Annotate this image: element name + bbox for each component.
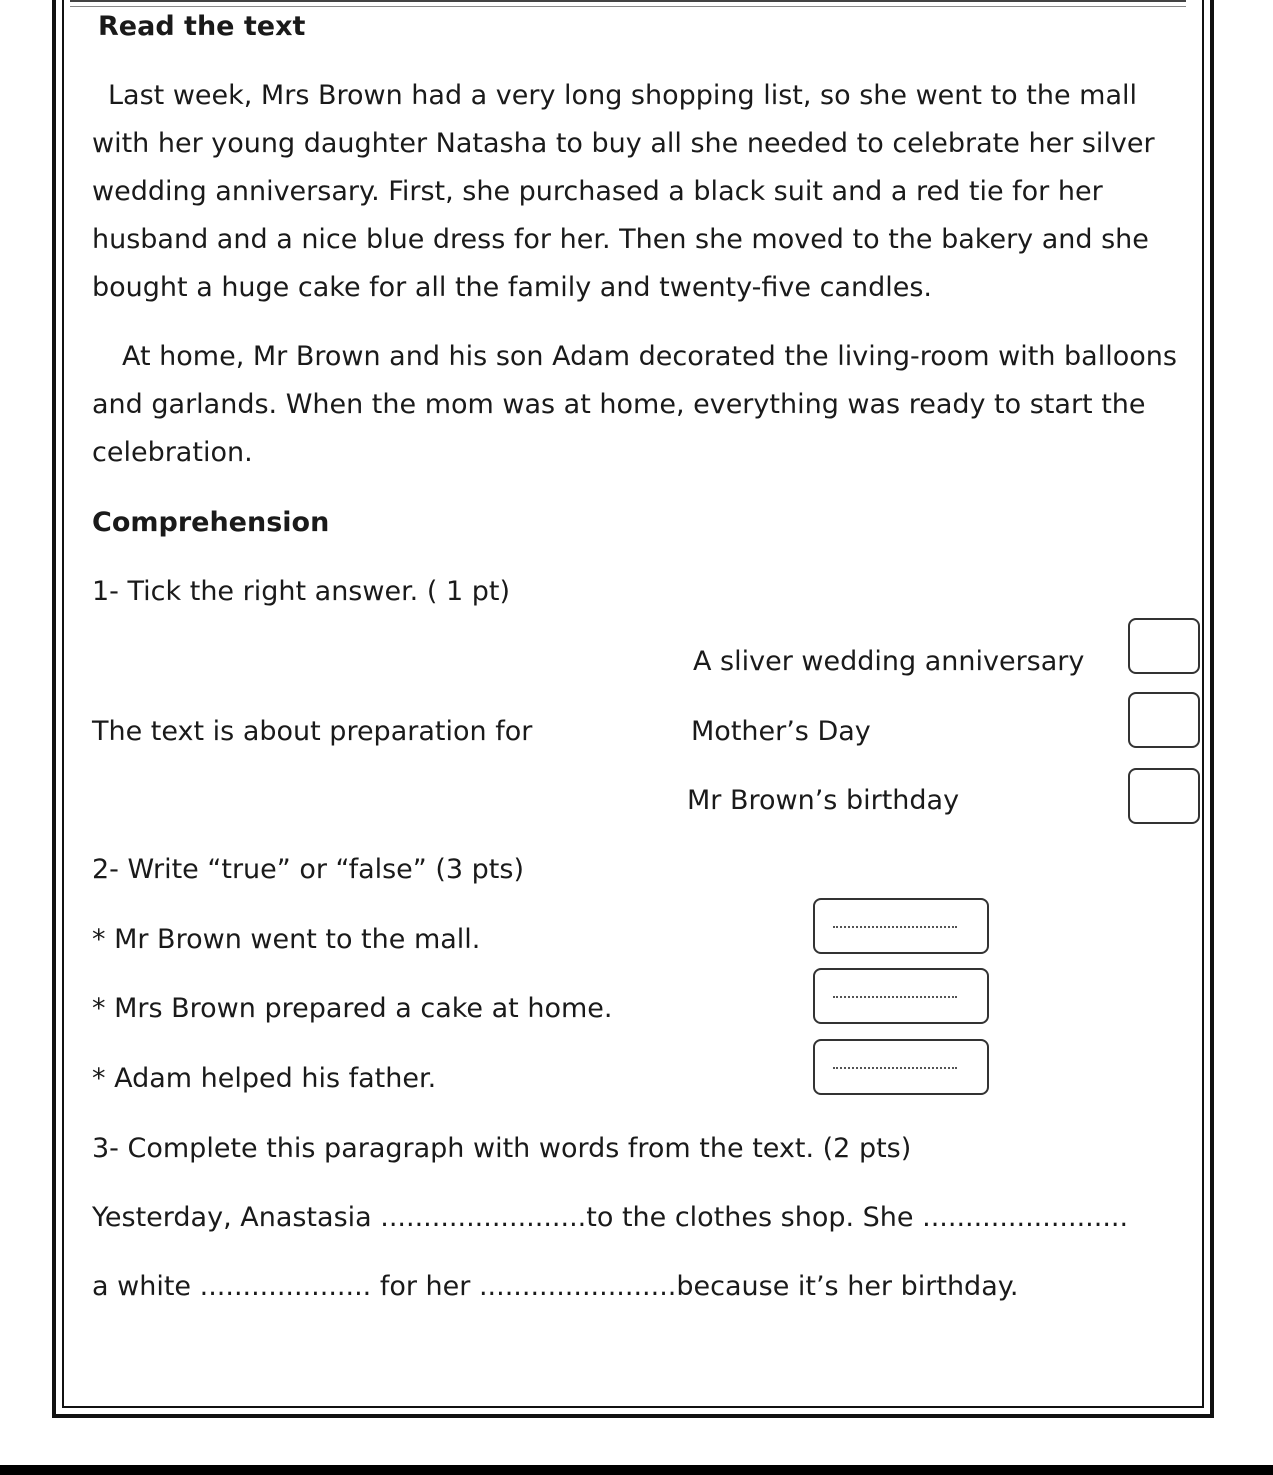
- q2-instruction: 2- Write “true” or “false” (3 pts): [92, 854, 524, 885]
- q3-line1-text-1: Yesterday, Anastasia: [92, 1202, 381, 1233]
- q3-blank-3[interactable]: ....................: [199, 1271, 372, 1302]
- q3-line2-text-3: because it’s her birthday.: [676, 1271, 1019, 1302]
- reading-paragraph-1: Last week, Mrs Brown had a very long shopping list, so she went to the mall with her young daughter Natasha to buy all she needed to celebrate her silver wedding anniversary. First, she purchased a black suit and a red tie for her husband and a nice blue dress for her. Then she moved to the bakery and she bought a huge cake for all the family and twenty-five candles.: [92, 80, 1155, 303]
- q1-option-3-checkbox[interactable]: [1128, 768, 1200, 824]
- q1-option-2-checkbox[interactable]: [1128, 692, 1200, 748]
- q2-answer-box-2[interactable]: [813, 968, 989, 1024]
- q3-blank-1[interactable]: ........................: [380, 1202, 587, 1233]
- q3-instruction: 3- Complete this paragraph with words from the text. (2 pts): [92, 1133, 912, 1164]
- q3-line-1: [92, 1202, 1128, 1234]
- q2-answer-box-1[interactable]: [813, 898, 989, 954]
- comprehension-heading: Comprehension: [92, 507, 330, 538]
- answer-dotted-line: [833, 926, 957, 928]
- answer-dotted-line: [833, 996, 957, 998]
- q2-statement-2: * Mrs Brown prepared a cake at home.: [92, 993, 613, 1024]
- answer-dotted-line: [833, 1067, 957, 1069]
- q3-line2-text-2: for her: [371, 1271, 479, 1302]
- q1-option-2: Mother’s Day: [691, 716, 871, 747]
- q1-option-1: A sliver wedding anniversary: [693, 646, 1085, 677]
- q1-stem: The text is about preparation for: [92, 716, 533, 747]
- reading-heading: Read the text: [98, 11, 306, 42]
- q3-blank-2[interactable]: ........................: [922, 1202, 1129, 1233]
- q2-statement-3: * Adam helped his father.: [92, 1063, 437, 1094]
- q3-line-2: [92, 1271, 1018, 1303]
- q3-line2-text-1: a white: [92, 1271, 200, 1302]
- bottom-black-bar: [0, 1465, 1273, 1475]
- q2-statement-1: * Mr Brown went to the mall.: [92, 924, 481, 955]
- q3-line1-text-2: to the clothes shop. She: [586, 1202, 923, 1233]
- q1-instruction: 1- Tick the right answer. ( 1 pt): [92, 576, 510, 607]
- reading-paragraph-2: At home, Mr Brown and his son Adam decorated the living-room with balloons and garlands. When the mom was at home, everything was ready to start the celebration.: [92, 341, 1177, 468]
- q3-blank-4[interactable]: .......................: [478, 1271, 677, 1302]
- q1-option-1-checkbox[interactable]: [1128, 618, 1200, 674]
- q2-answer-box-3[interactable]: [813, 1039, 989, 1095]
- q1-option-3: Mr Brown’s birthday: [687, 785, 960, 816]
